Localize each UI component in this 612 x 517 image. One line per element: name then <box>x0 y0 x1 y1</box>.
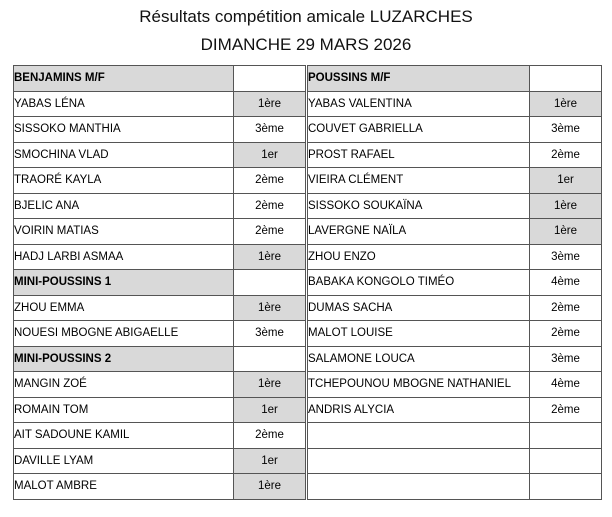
athlete-name <box>308 423 530 449</box>
athlete-name: MANGIN ZOÉ <box>14 372 234 398</box>
table-row <box>14 397 602 423</box>
athlete-rank: 1ère <box>530 219 602 245</box>
athlete-rank: 1ère <box>234 295 306 321</box>
category-header: POUSSINS M/F <box>308 66 530 92</box>
category-header: MINI-POUSSINS 2 <box>14 346 234 372</box>
athlete-rank: 1ère <box>234 372 306 398</box>
category-header-rank-cell <box>234 270 306 296</box>
athlete-name: DUMAS SACHA <box>308 295 530 321</box>
athlete-name: BABAKA KONGOLO TIMÉO <box>308 270 530 296</box>
athlete-name <box>308 474 530 500</box>
table-row <box>14 346 602 372</box>
table-row <box>14 117 602 143</box>
athlete-name: PROST RAFAEL <box>308 142 530 168</box>
athlete-name: ZHOU ENZO <box>308 244 530 270</box>
category-header-rank-cell <box>530 66 602 92</box>
athlete-rank: 1er <box>234 448 306 474</box>
athlete-rank: 1ère <box>234 91 306 117</box>
table-row <box>14 142 602 168</box>
category-header: BENJAMINS M/F <box>14 66 234 92</box>
table-row <box>14 168 602 194</box>
athlete-name: VIEIRA CLÉMENT <box>308 168 530 194</box>
athlete-rank: 1er <box>234 142 306 168</box>
athlete-name: VOIRIN MATIAS <box>14 219 234 245</box>
athlete-rank: 4ème <box>530 372 602 398</box>
athlete-name: NOUESI MBOGNE ABIGAELLE <box>14 321 234 347</box>
table-row <box>14 372 602 398</box>
athlete-rank: 1ère <box>234 244 306 270</box>
athlete-rank: 2ème <box>530 142 602 168</box>
athlete-name: TCHEPOUNOU MBOGNE NATHANIEL <box>308 372 530 398</box>
athlete-name: SISSOKO MANTHIA <box>14 117 234 143</box>
athlete-rank: 2ème <box>234 193 306 219</box>
athlete-rank: 2ème <box>530 397 602 423</box>
table-row <box>14 193 602 219</box>
athlete-rank: 1ère <box>530 193 602 219</box>
athlete-name: MALOT LOUISE <box>308 321 530 347</box>
athlete-name: BJELIC ANA <box>14 193 234 219</box>
athlete-name: ANDRIS ALYCIA <box>308 397 530 423</box>
athlete-rank: 3ème <box>530 117 602 143</box>
table-row <box>14 91 602 117</box>
athlete-name: SMOCHINA VLAD <box>14 142 234 168</box>
athlete-rank: 2ème <box>234 219 306 245</box>
athlete-name: LAVERGNE NAÏLA <box>308 219 530 245</box>
page-subtitle-date: DIMANCHE 29 MARS 2026 <box>200 35 412 54</box>
athlete-rank <box>530 474 602 500</box>
athlete-rank: 3ème <box>530 244 602 270</box>
athlete-name: YABAS VALENTINA <box>308 91 530 117</box>
athlete-rank: 2ème <box>234 168 306 194</box>
athlete-rank: 1ère <box>234 474 306 500</box>
table-row <box>14 474 602 500</box>
table-row <box>14 423 602 449</box>
athlete-rank: 1er <box>234 397 306 423</box>
athlete-name <box>308 448 530 474</box>
table-row <box>14 448 602 474</box>
athlete-name: AIT SADOUNE KAMIL <box>14 423 234 449</box>
athlete-rank: 3ème <box>234 117 306 143</box>
athlete-rank: 1ère <box>530 91 602 117</box>
athlete-name: DAVILLE LYAM <box>14 448 234 474</box>
athlete-name: COUVET GABRIELLA <box>308 117 530 143</box>
category-header-rank-cell <box>234 66 306 92</box>
athlete-rank: 4ème <box>530 270 602 296</box>
athlete-rank <box>530 423 602 449</box>
page-title: Résultats compétition amicale LUZARCHES <box>139 7 473 26</box>
table-row <box>14 66 602 92</box>
category-header: MINI-POUSSINS 1 <box>14 270 234 296</box>
athlete-rank: 1er <box>530 168 602 194</box>
athlete-rank <box>530 448 602 474</box>
table-row <box>14 244 602 270</box>
athlete-name: TRAORÉ KAYLA <box>14 168 234 194</box>
athlete-rank: 2ème <box>530 295 602 321</box>
athlete-name: SISSOKO SOUKAÏNA <box>308 193 530 219</box>
results-table <box>13 65 602 500</box>
athlete-rank: 2ème <box>530 321 602 347</box>
table-row <box>14 219 602 245</box>
athlete-name: ROMAIN TOM <box>14 397 234 423</box>
athlete-name: SALAMONE LOUCA <box>308 346 530 372</box>
athlete-rank: 3ème <box>234 321 306 347</box>
table-row <box>14 295 602 321</box>
athlete-name: YABAS LÉNA <box>14 91 234 117</box>
athlete-rank: 3ème <box>530 346 602 372</box>
category-header-rank-cell <box>234 346 306 372</box>
athlete-name: ZHOU EMMA <box>14 295 234 321</box>
table-row <box>14 321 602 347</box>
athlete-name: MALOT AMBRE <box>14 474 234 500</box>
athlete-rank: 2ème <box>234 423 306 449</box>
table-row <box>14 270 602 296</box>
athlete-name: HADJ LARBI ASMAA <box>14 244 234 270</box>
